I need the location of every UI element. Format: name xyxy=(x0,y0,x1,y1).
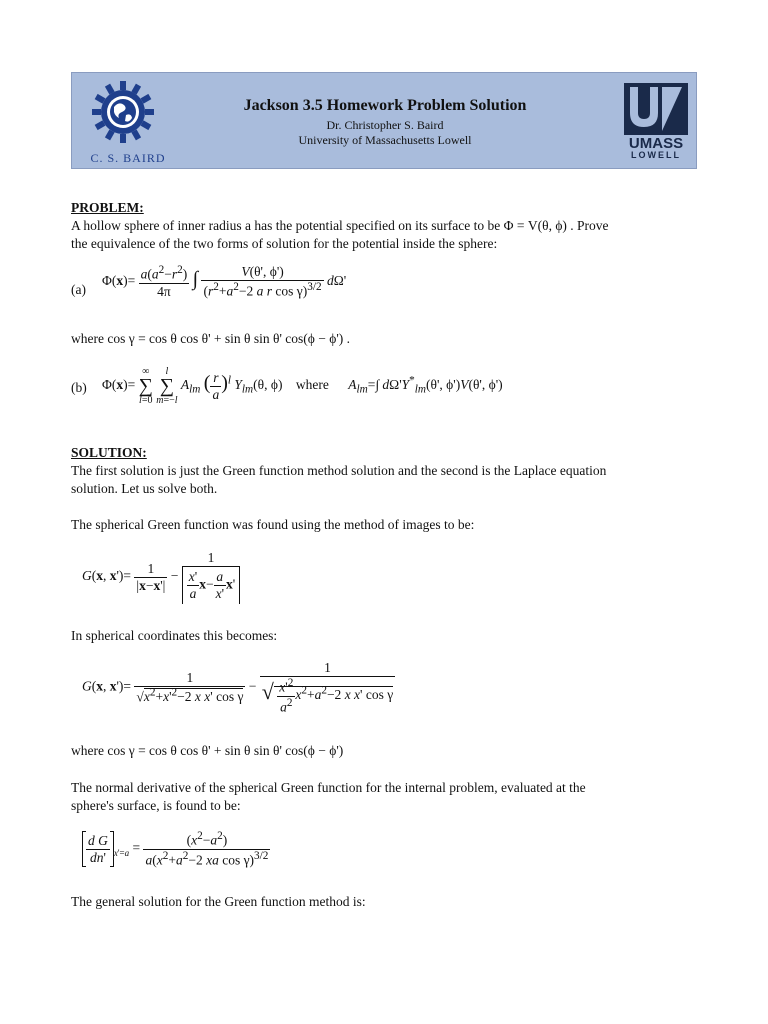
eq-a-label: (a) xyxy=(71,282,86,297)
problem-line-1: A hollow sphere of inner radius a has the potential specified on its surface to be Φ = V(θ, ϕ) . Prove xyxy=(71,218,609,233)
author: Dr. Christopher S. Baird xyxy=(326,118,444,132)
equation-a: Φ(x)= $\frac{a(a^2-r^2)}{4\pi}$ ∫ $\frac{V(\theta', \phi')}{(r^2+a^2-2 a r \cos \gamma)^{3/2}}$ dΩ' xyxy=(102,264,347,299)
solution-para-1-line-1: The first solution is just the Green function method solution and the second is the Laplace equation xyxy=(71,463,607,478)
eq-b-where: where xyxy=(295,377,329,393)
document-title: Jackson 3.5 Homework Problem Solution xyxy=(243,97,527,114)
equation-green-spherical: G(x, x')= $\frac{1}{√x^2+x'^2-2 x x' \cos \gamma}$ − 1 √ $\frac{x'^2}{a^2}$ $x^2+a^2-2$ x x' cos γ xyxy=(82,660,394,714)
equation-derivative: $\frac{\text{d G}}{dn'}$ $_{x'=a}$ = $\frac{(x^2-a^2)}{a(x^2+a^2-2 xa \cos \gamma)^{3/2}}$ xyxy=(82,830,402,868)
problem-heading: PROBLEM: xyxy=(71,200,144,215)
header-banner xyxy=(71,72,697,169)
cs-baird-label: C. S. BAIRD xyxy=(90,151,166,165)
solution-para-2: The spherical Green function was found using the method of images to be: xyxy=(71,517,475,532)
solution-para-1-line-2: solution. Let us solve both. xyxy=(71,481,218,496)
solution-para-4-line-1: The normal derivative of the spherical Green function for the internal problem, evaluated at the xyxy=(71,780,586,795)
equation-green: G(x, x')= $\frac{1}{|x-x'|}$ − 1 $\frac{x'}{a}$ x− $\frac{a}{x'}$ x' xyxy=(82,550,482,604)
problem-line-2: the equivalence of the two forms of solution for the potential inside the sphere: xyxy=(71,236,498,251)
solution-para-3: In spherical coordinates this becomes: xyxy=(71,628,278,643)
solution-para-4-line-2: sphere's surface, is found to be: xyxy=(71,798,241,813)
umass-label: UMASS xyxy=(628,135,684,152)
institution: University of Massachusetts Lowell xyxy=(298,133,472,147)
eq-b-label: (b) xyxy=(71,380,87,395)
where-2: where cos γ = cos θ cos θ' + sin θ sin θ' cos(ϕ − ϕ') xyxy=(71,743,344,758)
umass-lowell-logo xyxy=(624,83,688,161)
where-a: where cos γ = cos θ cos θ' + sin θ sin θ' cos(ϕ − ϕ') . xyxy=(71,331,351,346)
lowell-label: LOWELL xyxy=(631,150,681,160)
equation-b: Φ(x)= ∞ ∑ l=0 l ∑ m=−l $A_{lm}$ ( $\frac{r}{a}$ )$^l$ $Y_{lm}(\theta$, ϕ) where $A_{lm}=\int$ $d\Omega'Y^*_{lm}(\theta'$, ϕ')V(θ', ϕ') xyxy=(102,366,503,406)
solution-para-5: The general solution for the Green function method is: xyxy=(71,894,366,909)
umass-emblem-icon xyxy=(624,83,688,135)
solution-heading: SOLUTION: xyxy=(71,445,147,460)
